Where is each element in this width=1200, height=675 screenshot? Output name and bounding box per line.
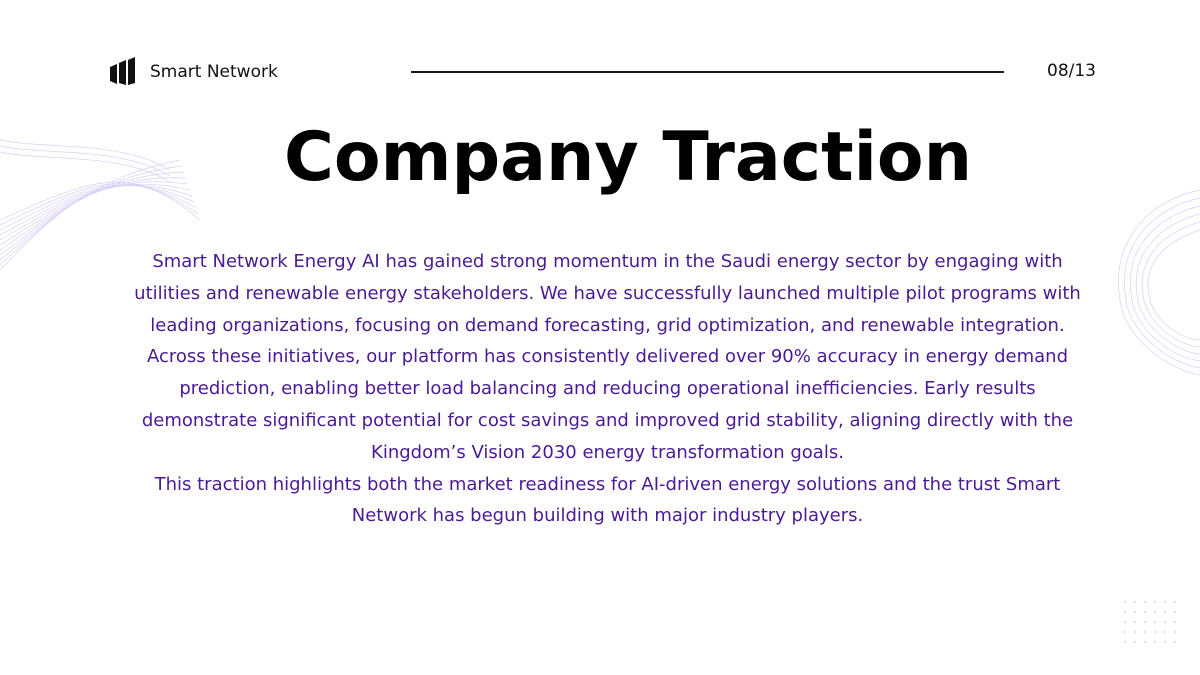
- body-text: [130, 246, 1085, 532]
- page-number: 08/13: [1047, 61, 1096, 81]
- slide-header: [108, 56, 1096, 88]
- dot-grid-decoration: [1120, 597, 1180, 647]
- wave-lines-decoration-right: [1090, 180, 1200, 380]
- paragraph-market-readiness: This traction highlights both the market readiness for AI-driven energy solutions and the trust Smart Network has begun building with major industry players.: [154, 473, 1061, 527]
- bar-chart-logo-icon: [108, 57, 138, 87]
- paragraph-accuracy-results: Across these initiatives, our platform has consistently delivered over 90% accuracy in energy demand prediction, enabling better load balancing and reducing operational inefficiencies. Early results demonstrate significant potential for cost savings and improved grid stability, aligning directly with the Kingdom’s Vision 2030 energy transformation goals.: [141, 346, 1074, 463]
- paragraph-pilot-programs: Smart Network Energy AI has gained strong momentum in the Saudi energy sector by engaging with utilities and renewable energy stakeholders. We have successfully launched multiple pilot programs with leading organizations, focusing on demand forecasting, grid optimization, and renewable integration.: [134, 251, 1081, 336]
- brand-name: Smart Network: [150, 62, 278, 82]
- page-title: Company Traction: [283, 118, 973, 197]
- brand: [108, 57, 278, 87]
- header-divider-line: [411, 71, 1004, 73]
